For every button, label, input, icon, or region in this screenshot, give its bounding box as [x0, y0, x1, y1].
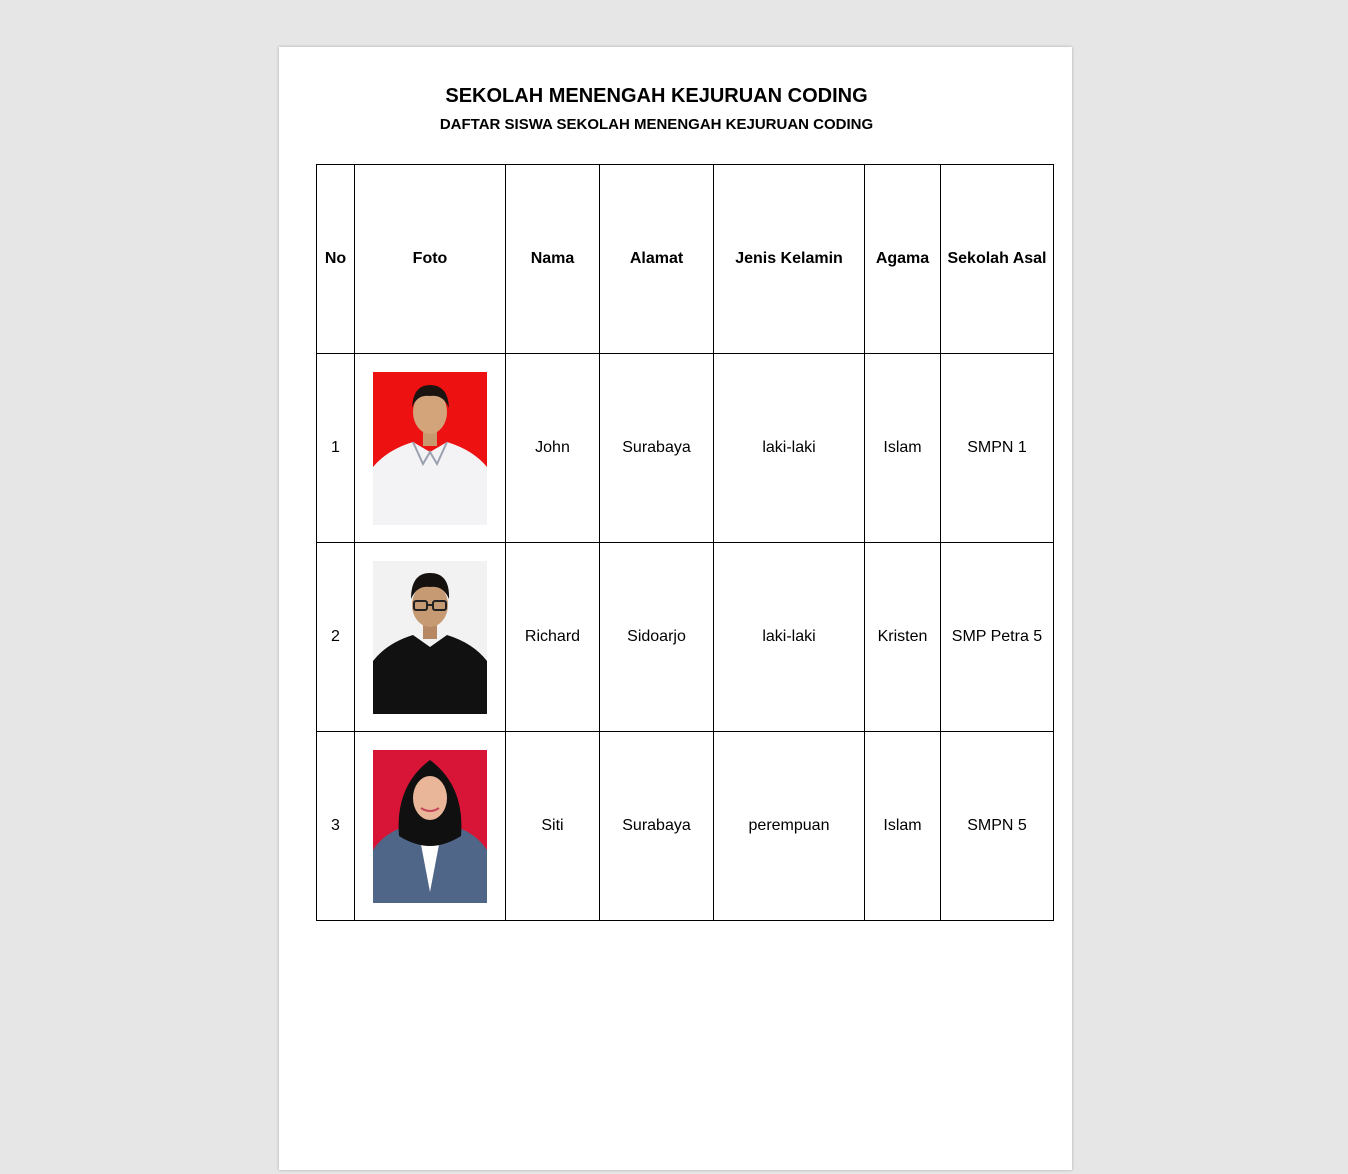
- cell-jenis-kelamin: laki-laki: [714, 543, 865, 732]
- document-title: SEKOLAH MENENGAH KEJURUAN CODING: [445, 85, 868, 107]
- cell-no: 2: [317, 543, 355, 732]
- student-photo-richard: [373, 561, 487, 714]
- cell-no: 1: [317, 354, 355, 543]
- cell-alamat: Surabaya: [600, 354, 714, 543]
- cell-nama: John: [506, 354, 600, 543]
- cell-alamat: Surabaya: [600, 732, 714, 921]
- cell-jenis-kelamin: laki-laki: [714, 354, 865, 543]
- student-photo-siti: [373, 750, 487, 903]
- cell-foto: [355, 732, 506, 921]
- header-foto: Foto: [355, 165, 506, 354]
- cell-agama: Kristen: [865, 543, 941, 732]
- student-photo-john: [373, 372, 487, 525]
- cell-foto: [355, 354, 506, 543]
- cell-no: 3: [317, 732, 355, 921]
- student-table: [316, 164, 1054, 921]
- table-row: [317, 543, 1054, 732]
- document-subtitle: DAFTAR SISWA SEKOLAH MENENGAH KEJURUAN CODING: [439, 116, 874, 133]
- table-header-row: [317, 165, 1054, 354]
- header-no: No: [317, 165, 355, 354]
- cell-jenis-kelamin: perempuan: [714, 732, 865, 921]
- table-row: [317, 732, 1054, 921]
- header-nama: Nama: [506, 165, 600, 354]
- header-sekolah-asal: Sekolah Asal: [941, 165, 1054, 354]
- header-agama: Agama: [865, 165, 941, 354]
- document-page: [279, 47, 1072, 1170]
- cell-alamat: Sidoarjo: [600, 543, 714, 732]
- cell-nama: Richard: [506, 543, 600, 732]
- cell-sekolah-asal: SMPN 1: [941, 354, 1054, 543]
- cell-agama: Islam: [865, 354, 941, 543]
- header-alamat: Alamat: [600, 165, 714, 354]
- cell-sekolah-asal: SMP Petra 5: [941, 543, 1054, 732]
- table-row: [317, 354, 1054, 543]
- header-jenis-kelamin: Jenis Kelamin: [714, 165, 865, 354]
- cell-foto: [355, 543, 506, 732]
- cell-sekolah-asal: SMPN 5: [941, 732, 1054, 921]
- cell-nama: Siti: [506, 732, 600, 921]
- cell-agama: Islam: [865, 732, 941, 921]
